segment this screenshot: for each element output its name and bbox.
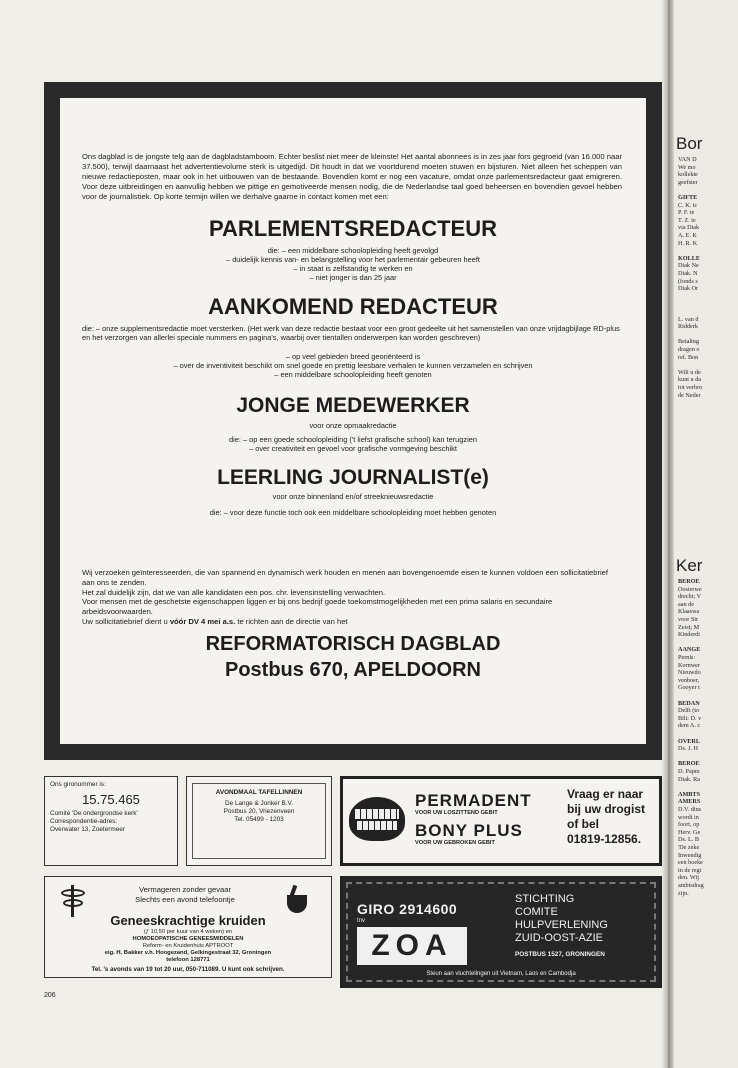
facing-line: D. Papm bbox=[678, 768, 700, 775]
linen-line: De Lange & Jonker B.V. bbox=[225, 800, 293, 807]
page-number: 206 bbox=[44, 992, 56, 999]
req-paragraph: die: – onze supplementsredactie moet versterken. (Het werk van deze redactie bestaat voor een groot gedeelte uit het samenstellen van onze vrijdagbijlage RD-plus en het verzorgen van allerlei speciale nummers en pagina's, waarbij over tientallen onderwerpen kan worden geschreven) bbox=[82, 324, 620, 343]
facing-line: kunt u da bbox=[678, 376, 702, 384]
zoa-name-line: STICHTING bbox=[515, 893, 575, 905]
herbs-line: HOMOEOPATISCHE GENEESMIDDELEN bbox=[132, 936, 244, 942]
facing-line: drecht; V bbox=[678, 593, 702, 601]
giro-line: Comité 'De ondergrondse kerk' bbox=[50, 810, 138, 817]
facing-line: We mo bbox=[678, 163, 696, 171]
zoa-postbus: POSTBUS 1527, GRONINGEN bbox=[515, 951, 605, 958]
req-line: – een middelbare schoolopleiding heeft genoten bbox=[274, 370, 432, 379]
req-line: – over de inventiviteit beschikt om snel goede en prettig leesbare verhalen te kunnen verzamelen en schrijven bbox=[173, 361, 533, 370]
recruitment-ad bbox=[60, 98, 646, 744]
facing-line: kollekte bbox=[678, 171, 698, 179]
herbs-line: eig. H. Bakker v.h. Hoogezand, Gelkingestraat 32, Groningen bbox=[104, 950, 272, 956]
contact-line: bij uw drogist bbox=[567, 802, 645, 816]
facing-line: Oosterwe bbox=[678, 585, 702, 593]
facing-line: Ds. L. B bbox=[678, 836, 699, 844]
facing-line: Inwendig bbox=[678, 851, 702, 859]
heading-aankomend-redacteur: AANKOMEND REDACTEUR bbox=[208, 294, 498, 319]
facing-line: AANGE bbox=[678, 646, 701, 654]
facing-line: Delft (to bbox=[678, 707, 700, 715]
giro-line: Correspondentie-adres: bbox=[50, 818, 118, 825]
contact-phone: 01819-12856. bbox=[567, 832, 642, 846]
facing-line: BEROE bbox=[678, 760, 700, 768]
facing-line: in de regi bbox=[678, 866, 702, 874]
closing-line bbox=[82, 617, 622, 627]
facing-line: Bilt: D. v bbox=[678, 714, 702, 722]
facing-line: ref. Bon bbox=[678, 353, 699, 361]
facing-line: Ds. J. H bbox=[678, 745, 698, 753]
herbs-details bbox=[45, 929, 331, 973]
facing-line: H. R. K bbox=[678, 239, 698, 247]
heading-sub: voor onze binnenland en/of streeknieuwsredactie bbox=[272, 492, 434, 501]
linen-line: Postbus 20, Vriezenveen bbox=[223, 808, 295, 815]
facing-line: foort, op bbox=[678, 821, 700, 829]
closing-text: te richten aan de directie van het bbox=[237, 616, 348, 626]
herbs-intro bbox=[85, 885, 285, 905]
herbs-line: Vermageren zonder gevaar bbox=[138, 885, 232, 894]
facing-line: BEDAN bbox=[678, 699, 700, 707]
facing-line: Diak. N bbox=[678, 270, 698, 277]
zoa-ad bbox=[340, 876, 662, 988]
brand-bonyplus-sub: VOOR UW GEBROKEN GEBIT bbox=[415, 840, 495, 846]
zoa-name-line: ZUID-OOST-AZIE bbox=[515, 932, 603, 944]
facing-line: KOLLE bbox=[678, 254, 701, 262]
facing-line: venboer, bbox=[678, 676, 700, 684]
ad-closing bbox=[82, 568, 622, 627]
facing-line: Kornwer bbox=[678, 661, 700, 669]
herbs-line: Reform- en Kruidenhuis APTROOT bbox=[142, 943, 234, 949]
dentures-icon bbox=[349, 797, 405, 841]
herbs-title: Geneeskrachtige kruiden bbox=[110, 913, 266, 928]
heading-parlementsredacteur: PARLEMENTSREDACTEUR bbox=[208, 216, 498, 241]
facing-line: dem A. c bbox=[678, 722, 701, 730]
facing-line: Herv. Ge bbox=[678, 828, 701, 836]
facing-line: aan de bbox=[678, 600, 694, 608]
herbs-ad bbox=[44, 876, 332, 978]
facing-line: Wilt u de bbox=[678, 368, 701, 376]
linen-title: AVONDMAAL TAFELLINNEN bbox=[215, 789, 303, 796]
facing-line: BEROE bbox=[678, 578, 700, 585]
zoa-tnv: tnv bbox=[357, 918, 366, 924]
facing-line: GIFTE bbox=[678, 194, 698, 201]
herbs-line: Slechts een avond telefoontje bbox=[135, 895, 235, 904]
zoa-foundation-name bbox=[515, 893, 608, 945]
facing-line: T. Z. te bbox=[678, 216, 696, 224]
req-line: die: – een middelbare schoolopleiding heeft gevolgd bbox=[267, 246, 439, 255]
linen-line: Tel. 05499 - 1203 bbox=[234, 816, 284, 823]
facing-line: Nieuwdo bbox=[678, 669, 701, 677]
facing-line: A. E. K bbox=[678, 232, 697, 239]
facing-line: de Neder bbox=[678, 391, 701, 399]
giro-label: Ons gironummer is: bbox=[50, 781, 106, 788]
denture-contact bbox=[567, 787, 645, 847]
facing-line: geefster bbox=[678, 178, 698, 186]
closing-text: Uw sollicitatiebrief dient u bbox=[82, 616, 168, 626]
facing-line: 'De zeke bbox=[678, 844, 700, 851]
heading-sub: voor onze opmaakredactie bbox=[309, 421, 397, 430]
facing-line: D.V. dins bbox=[678, 806, 702, 813]
zoa-footer: Steun aan vluchtelingen uit Vietnam, Laos en Cambodja bbox=[426, 971, 576, 977]
req-line: – over creativiteit en gevoel voor grafische vormgeving beschikt bbox=[249, 444, 457, 453]
req-line: die: – voor deze functie toch ook een middelbare schoolopleiding moet hebben genoten bbox=[209, 508, 497, 517]
facing-line: AMERS bbox=[678, 798, 701, 806]
zoa-name-line: COMITE bbox=[515, 906, 558, 918]
facing-line: Betaling bbox=[678, 338, 699, 346]
closing-line: Het zal duidelijk zijn, dat we van alle kandidaten een pos. chr. levensinstelling verwachten. bbox=[82, 587, 386, 597]
contact-line: Vraag er naar bbox=[567, 787, 644, 801]
facing-heading: Bor bbox=[676, 134, 703, 153]
facing-line: Diak Ne bbox=[678, 262, 699, 270]
giro-line: Overwater 13, Zoetermeer bbox=[50, 826, 125, 833]
zoa-giro: GIRO 2914600 bbox=[357, 901, 458, 917]
facing-line: wordt in bbox=[678, 813, 699, 821]
zoa-name-line: HULPVERLENING bbox=[515, 919, 608, 931]
giro-number: 15.75.465 bbox=[82, 792, 140, 807]
facing-line: VAN D bbox=[678, 156, 697, 163]
facing-line: Gooyer t bbox=[678, 684, 700, 692]
facing-line: (fonds s bbox=[678, 277, 698, 285]
denture-ad bbox=[340, 776, 662, 866]
facing-line: Pernis: bbox=[678, 654, 696, 661]
facing-page bbox=[674, 0, 738, 1068]
zoa-logo: ZOA bbox=[357, 927, 467, 965]
facing-line: dragen o bbox=[678, 346, 700, 353]
recruitment-ad-frame bbox=[44, 82, 662, 760]
req-line: die: – op een goede schoolopleiding ('t liefst grafische school) kan terugzien bbox=[229, 435, 477, 444]
facing-line: ambtsdrag bbox=[678, 882, 704, 889]
req-line: – niet jonger is dan 25 jaar bbox=[309, 273, 397, 282]
facing-line: zijn. bbox=[678, 889, 689, 897]
facing-line: Kinderdi bbox=[678, 631, 700, 639]
facing-line: een boeke bbox=[678, 859, 703, 867]
facing-line: L. van d bbox=[678, 315, 699, 323]
tablelinen-ad bbox=[186, 776, 332, 866]
req-line: – op veel gebieden breed georiënteerd is bbox=[285, 352, 421, 361]
closing-line: Voor mensen met de geschetste eigenschappen liggen er bij ons bedrijf goede toekomstmogelijkheden met een prima salaris en secundaire arbeidsvoorwaarden. bbox=[82, 597, 553, 617]
heading-leerling-journalist: LEERLING JOURNALIST(e) bbox=[217, 466, 489, 489]
heading-jonge-medewerker: JONGE MEDEWERKER bbox=[236, 394, 470, 417]
giro-ad bbox=[44, 776, 178, 866]
book-gutter bbox=[662, 0, 674, 1068]
facing-line: AMBTS bbox=[678, 790, 701, 798]
closing-line: Wij verzoeken geïnteresseerden, die van spannend en dynamisch werk houden en menen aan bovengenoemde eisen te kunnen voldoen een sollicitatiebrief aan ons te zenden. bbox=[82, 568, 609, 587]
facing-line: den. Wij bbox=[678, 874, 699, 882]
brand-bonyplus: BONY PLUS bbox=[415, 821, 523, 840]
herbs-line: telefoon 128771 bbox=[166, 957, 210, 963]
herbs-footer: Tel. 's avonds van 19 tot 20 uur, 050-711089. U kunt ook schrijven. bbox=[91, 966, 285, 973]
brand-permadent: PERMADENT bbox=[415, 791, 532, 810]
facing-line: P. F. te bbox=[678, 209, 695, 217]
facing-line: OVERL bbox=[678, 737, 701, 745]
signature-address: Postbus 670, APELDOORN bbox=[225, 659, 481, 681]
contact-line: of bel bbox=[567, 817, 599, 831]
facing-line: Klaaswa bbox=[678, 608, 700, 616]
signature-name: REFORMATORISCH DAGBLAD bbox=[205, 633, 501, 655]
facing-line: Zeist; M bbox=[678, 623, 700, 631]
facing-line: Diak Or bbox=[678, 285, 699, 293]
facing-line: via Diak bbox=[678, 224, 700, 232]
facing-line: C. K. tc bbox=[678, 201, 698, 209]
herbs-line: (ƒ 10,50 per kuur van 4 weken) en bbox=[143, 929, 233, 935]
deadline: vóór DV 4 mei a.s. bbox=[169, 616, 236, 626]
ad-intro: Ons dagblad is de jongste telg aan de dagbladstamboom. Echter beslist niet meer de kleinste! Het aantal abonnees is in zes jaar fors gegroeid (van 16.000 naar 37.500), terwijl daarnaast het advertentievolume sterk is uitgedijd. Dit houdt in dat we voortdurend moeten stuwen en bijsturen. Niet alleen het scheppen van nieuwe redactieposten, maar ook in het uitbouwen van de bestaande. Bovendien komt er nog een vacature, omdat onze parlementsredacteur gaat emigreren. Voor deze uitbreidingen en aanvullig hebben we pittige en gemotiveerde mensen nodig, die de Nederlandse taal goed beheersen en bovendien gevoel hebben voor de journalistiek. Op korte termijn willen we derhalve gaarne in contact komen met een: bbox=[82, 152, 622, 201]
facing-heading: Ker bbox=[676, 556, 703, 575]
facing-line: Diak. Ra bbox=[678, 775, 700, 783]
facing-line: voor Str bbox=[678, 616, 699, 623]
req-line: – in staat is zelfstandig te werken en bbox=[293, 264, 413, 273]
req-line: – duidelijk kennis van- en belangstelling voor het parlementair gebeuren heeft bbox=[226, 255, 480, 264]
brand-permadent-sub: VOOR UW LOSZITTEND GEBIT bbox=[415, 810, 498, 816]
facing-line: Ridderk bbox=[678, 323, 698, 331]
facing-line: tot verbro bbox=[678, 384, 703, 391]
